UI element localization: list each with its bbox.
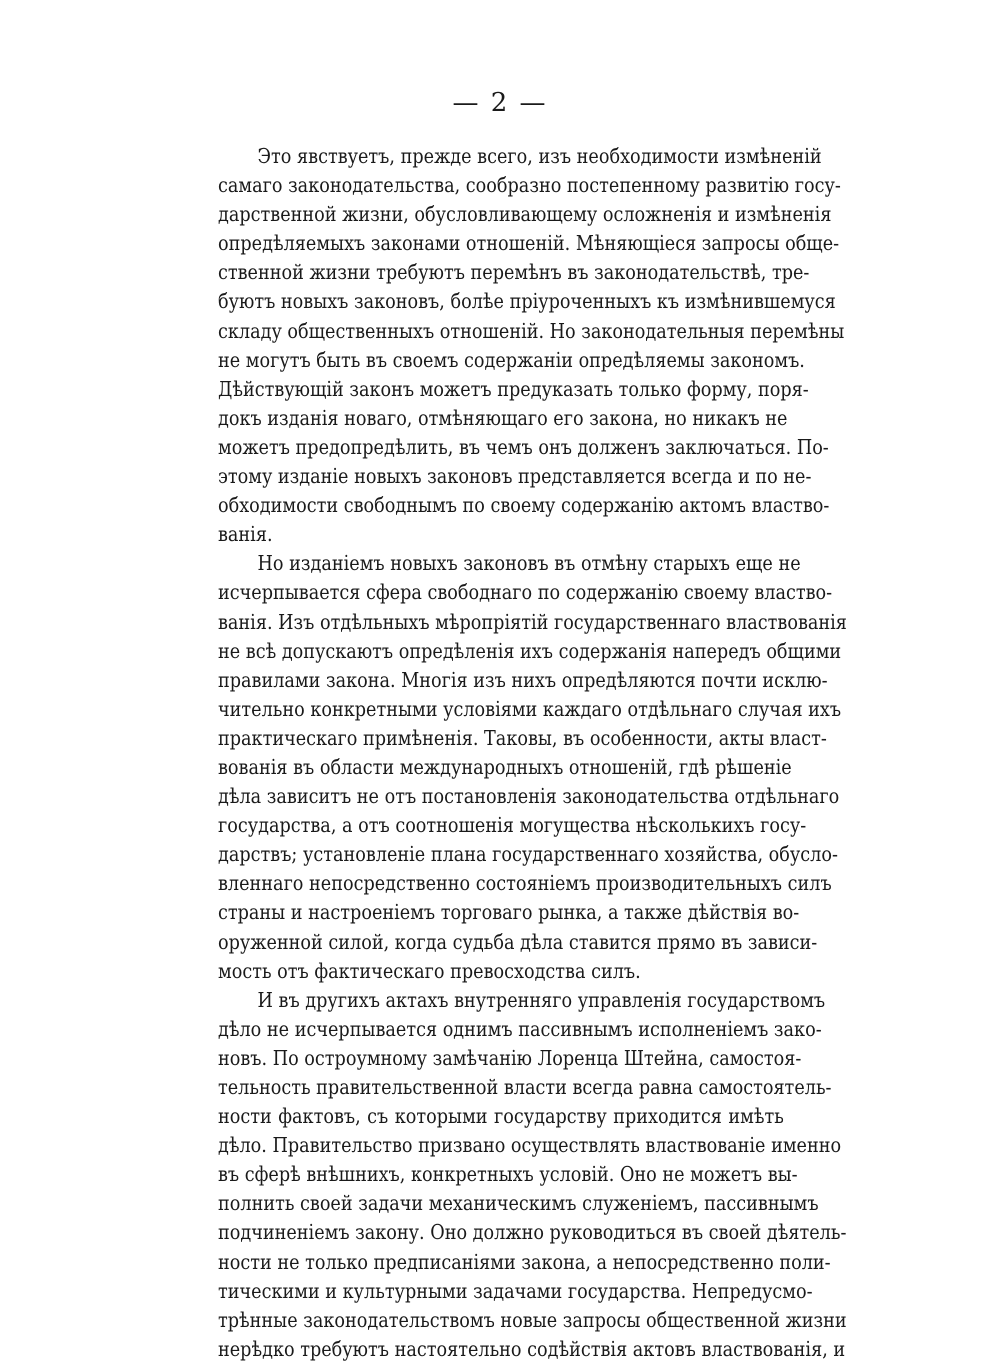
text-line: трѣнные законодательствомъ новые запросы общественной жизни [218,1307,847,1332]
text-line: этому изданіе новыхъ законовъ представляется всегда и по не- [218,464,812,489]
text-line: дѣла зависитъ не отъ постановленія законодательства отдѣльнаго [218,784,840,809]
text-line: въ сферѣ внѣшнихъ, конкретныхъ условій. Оно не можетъ вы- [218,1162,798,1187]
paragraph-1 [218,142,845,549]
text-line: ности не только предписаніями закона, а непосредственно поли- [218,1249,831,1274]
text-line: буютъ новыхъ законовъ, болѣе пріуроченныхъ къ измѣнившемуся [218,289,836,314]
text-line: ванія. [218,522,273,547]
text-line: мость отъ фактическаго превосходства силъ. [218,958,641,983]
text-line: чительно конкретными условіями каждаго отдѣльнаго случая ихъ [218,696,842,721]
text-line: дарственной жизни, обусловливающему осложненія и измѣненія [218,202,832,227]
text-line: опредѣляемыхъ законами отношеній. Мѣняющіеся запросы обще- [218,231,840,256]
text-line: государства, а отъ соотношенія могущества нѣсколькихъ госу- [218,813,807,838]
text-line: полнить своей задачи механическимъ служеніемъ, пассивнымъ [218,1191,819,1216]
page-number: — 2 — [452,88,548,118]
text-line: страны и настроеніемъ торговаго рынка, а также дѣйствія во- [218,900,800,925]
text-line: вованія въ области международныхъ отношеній, гдѣ рѣшеніе [218,754,792,779]
text-line: подчиненіемъ закону. Оно должно руководиться въ своей дѣятель- [218,1220,847,1245]
text-line: оруженной силой, когда судьба дѣла ставится прямо въ зависи- [218,929,818,954]
text-line: ственной жизни требуютъ перемѣнъ въ законодательствѣ, тре- [218,260,810,285]
text-line: складу общественныхъ отношеній. Но законодательныя перемѣны [218,318,845,343]
text-line: исчерпывается сфера свободнаго по содержанію своему властво- [218,580,833,605]
text-line: И въ другихъ актахъ внутренняго управленія государствомъ [257,987,826,1012]
text-line: нерѣдко требуютъ настоятельно содѣйствія актовъ властвованія, и [218,1336,846,1361]
body-text [218,142,847,1364]
text-line: дѣло не исчерпывается однимъ пассивнымъ исполненіемъ зако- [218,1016,822,1041]
paragraph-3 [218,986,847,1364]
text-line: докъ изданія новаго, отмѣняющаго его закона, но никакъ не [218,405,788,430]
text-line: практическаго примѣненія. Таковы, въ особенности, акты власт- [218,725,827,750]
text-line: вленнаго непосредственно состояніемъ производительныхъ силъ [218,871,832,896]
text-line: ности фактовъ, съ которыми государству приходится имѣть [218,1104,784,1129]
text-line: Это явствуетъ, прежде всего, изъ необходимости измѣненій [257,144,822,168]
text-line: не всѣ допускаютъ опредѣленія ихъ содержанія напередъ общими [218,638,842,663]
text-line: ванія. Изъ отдѣльныхъ мѣропріятій государственнаго властвованія [218,609,847,634]
text-line: Но изданіемъ новыхъ законовъ въ отмѣну старыхъ еще не [257,551,801,576]
text-line: Дѣйствующій законъ можетъ предуказать только форму, поря- [218,376,809,401]
text-line: обходимости свободнымъ по своему содержанію актомъ властво- [218,493,830,518]
paragraph-2 [218,549,847,985]
text-line: тельность правительственной власти всегда равна самостоятель- [218,1075,832,1099]
text-line: новъ. По остроумному замѣчанію Лоренца Штейна, самостоя- [218,1045,802,1070]
text-line: тическими и культурными задачами государства. Непредусмо- [218,1278,813,1303]
text-line: можетъ предопредѣлить, въ чемъ онъ долженъ заключаться. По- [218,434,829,459]
text-line: не могутъ быть въ своемъ содержаніи опредѣляемы закономъ. [218,347,805,372]
text-line: самаго законодательства, сообразно постепенному развитію госу- [218,173,841,198]
text-line: дѣло. Правительство призвано осуществлять властвованіе именно [218,1133,842,1158]
text-line: дарствъ; установленіе плана государственнаго хозяйства, обусло- [218,842,838,867]
text-line: правилами закона. Многія изъ нихъ опредѣляются почти исклю- [218,667,828,692]
